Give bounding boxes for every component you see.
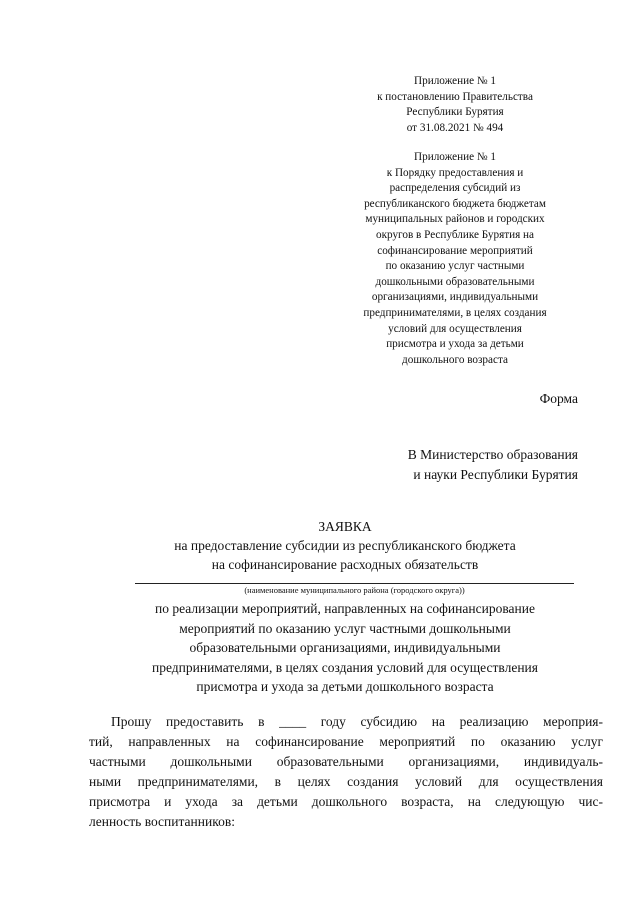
paragraph-line: ленность воспитанников: [89, 814, 235, 829]
appendix-line: присмотра и ухода за детьми [386, 338, 524, 351]
paragraph-line: частными дошкольными образовательными организациями, индивидуаль- [89, 754, 603, 769]
appendix-line: организациями, индивидуальными [371, 291, 539, 304]
paragraph-line: Прошу предоставить в ____ году субсидию на реализацию мероприя- [111, 714, 603, 729]
recipient-line: и науки Республики Бурятия [413, 467, 578, 482]
appendix-line: к постановлению Правительства [377, 90, 533, 103]
appendix-line: от 31.08.2021 № 494 [406, 121, 504, 134]
appendix-line: предпринимателями, в целях создания [363, 306, 547, 319]
appendix-line: софинансирование мероприятий [377, 244, 533, 257]
paragraph-line: присмотра и ухода за детьми дошкольного возраста, на следующую чис- [89, 794, 603, 809]
appendix-line: к Порядку предоставления и [386, 166, 524, 179]
appendix-line: по оказанию услуг частными [385, 260, 525, 273]
appendix-line: дошкольного возраста [402, 353, 508, 366]
appendix-line: Приложение № 1 [414, 151, 496, 163]
title-line: на предоставление субсидии из республиканского бюджета [174, 538, 516, 553]
appendix-line: республиканского бюджета бюджетам [364, 197, 546, 210]
purpose-line: мероприятий по оказанию услуг частными дошкольными [179, 620, 511, 636]
appendix-line: Приложение № 1 [414, 75, 496, 87]
application-title [80, 517, 610, 574]
appendix-line: дошкольными образовательными [375, 275, 535, 288]
title-line: на софинансирование расходных обязательств [211, 557, 479, 572]
municipality-caption: (наименование муниципального района (городского округа)) [244, 585, 465, 595]
appendix-line: округов в Республике Бурятия на [375, 228, 534, 241]
document-heading: ЗАЯВКА [318, 519, 372, 534]
purpose-block [90, 599, 600, 697]
paragraph-line: ными предпринимателями, в целях создания условий для осуществления [89, 774, 603, 789]
request-paragraph [89, 712, 603, 832]
appendix-procedure-header [352, 150, 558, 368]
appendix-resolution-header [355, 74, 555, 136]
form-label: Форма [539, 391, 578, 406]
recipient-block [360, 445, 578, 485]
appendix-line: условий для осуществления [388, 322, 522, 335]
appendix-line: муниципальных районов и городских [365, 213, 545, 226]
recipient-line: В Министерство образования [407, 447, 578, 462]
appendix-line: Республики Бурятия [406, 106, 504, 119]
municipality-blank-line[interactable] [135, 583, 574, 584]
paragraph-line: тий, направленных на софинансирование мероприятий по оказанию услуг [89, 734, 603, 749]
purpose-line: образовательными организациями, индивидуальными [189, 640, 501, 655]
purpose-line: присмотра и ухода за детьми дошкольного возраста [196, 679, 494, 694]
purpose-line: предпринимателями, в целях создания условий для осуществления [152, 659, 538, 675]
purpose-line: по реализации мероприятий, направленных на софинансирование [155, 601, 535, 616]
appendix-line: распределения субсидий из [389, 182, 521, 195]
